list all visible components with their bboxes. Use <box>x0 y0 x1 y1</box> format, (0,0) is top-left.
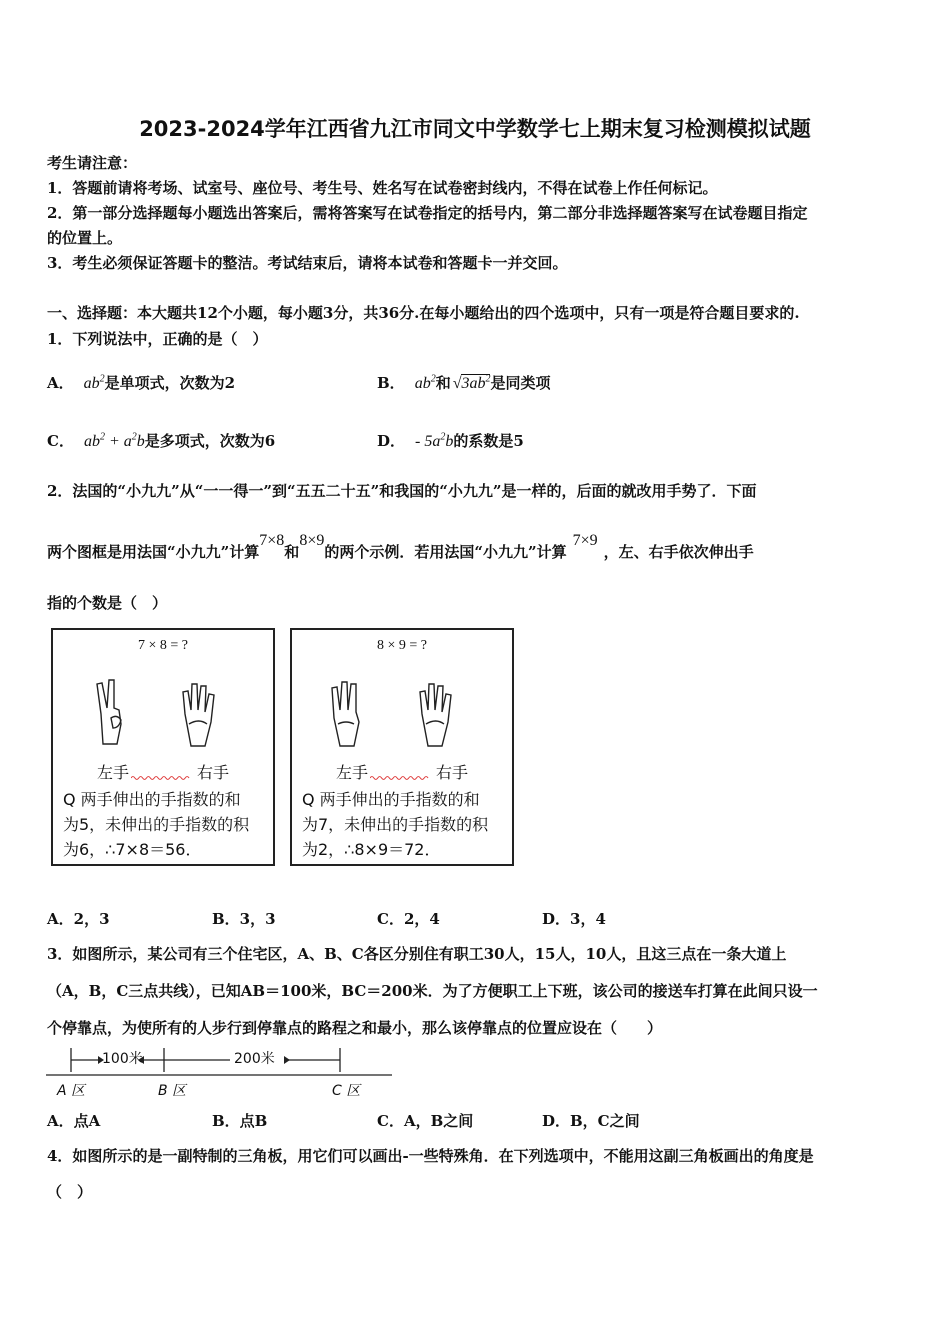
q3-label-c: C 区 <box>332 1083 361 1099</box>
q2-option-c: C．2，4 <box>377 910 440 928</box>
fig1-right-label: 右手 <box>197 763 230 782</box>
fig2-text-2: 为7，未伸出的手指数的积 <box>302 815 489 834</box>
q3-option-c: C．A，B之间 <box>377 1112 474 1130</box>
q3-label-b: B 区 <box>158 1083 187 1099</box>
fig1-text-3: 为6，∴7×8＝56． <box>63 840 202 859</box>
fig1-text-2: 为5，未伸出的手指数的积 <box>63 815 250 834</box>
q3-figure <box>44 1044 394 1100</box>
q4-line2: （ ） <box>47 1183 93 1201</box>
q2-option-b: B．3，3 <box>212 910 276 928</box>
section-heading: 一、选择题：本大题共12个小题，每小题3分，共36分.在每小题给出的四个选项中，只有一项是符合题目要求的. <box>47 304 800 322</box>
q2-option-a: A．2，3 <box>47 910 110 928</box>
q2-line3: 指的个数是（ ） <box>47 594 168 612</box>
fig2-text-1: Q 两手伸出的手指数的和 <box>302 790 480 809</box>
q3-option-a: A．点A <box>47 1112 101 1130</box>
distance-line-icon <box>44 1044 394 1080</box>
fig1-left-label: 左手 <box>97 763 130 782</box>
q2-figure-2 <box>290 628 514 866</box>
q1-option-d: D． - $5a^2b$的系数是5 <box>377 431 524 450</box>
q3-option-d: D．B，C之间 <box>542 1112 640 1130</box>
q3-label-a: A 区 <box>57 1083 86 1099</box>
notice-item-1: 1．答题前请将考场、试室号、座位号、考生号、姓名写在试卷密封线内，不得在试卷上作任何标记。 <box>47 179 718 197</box>
hands-icon <box>328 674 478 754</box>
q3-dist-ab: 100米 <box>102 1051 143 1067</box>
q1-option-b: B． $ab^2$和 $√3ab^2$是同类项 <box>377 373 551 392</box>
q3-line2: （A，B，C三点共线），已知AB＝100米，BC＝200米．为了方便职工上下班，该公司的接送车打算在此间只设一 <box>47 982 818 1000</box>
q2-line1: 2．法国的“小九九”从“一一得一”到“五五二十五”和我国的“小九九”是一样的，后面的就改用手势了．下面 <box>47 482 757 500</box>
q1-stem: 1．下列说法中，正确的是（ ） <box>47 330 268 348</box>
q2-figure-1 <box>51 628 275 866</box>
page-title: 2023-2024学年江西省九江市同文中学数学七上期末复习检测模拟试题 <box>139 117 811 141</box>
fig1-equation: 7 × 8 = ? <box>137 638 188 653</box>
notice-heading: 考生请注意： <box>47 154 138 172</box>
squiggle-icon <box>370 775 430 781</box>
q3-line3: 个停靠点，为使所有的人步行到停靠点的路程之和最小，那么该停靠点的位置应设在（ ） <box>47 1019 663 1037</box>
q2-line2: 两个图框是用法国“小九九”计算7×8和8×9的两个示例．若用法国“小九九”计算7×9，左、右手依次伸出手 <box>47 532 754 561</box>
q3-line1: 3．如图所示，某公司有三个住宅区，A、B、C各区分别住有职工30人，15人，10人，且这三点在一条大道上 <box>47 945 787 963</box>
notice-item-2-cont: 的位置上。 <box>47 229 123 247</box>
q3-option-b: B．点B <box>212 1112 268 1130</box>
fig2-left-label: 左手 <box>336 763 369 782</box>
q4-line1: 4．如图所示的是一副特制的三角板，用它们可以画出-一些特殊角．在下列选项中，不能用这副三角板画出的角度是 <box>47 1147 814 1165</box>
q1-option-a: A． $ab^2$是单项式，次数为2 <box>47 373 236 392</box>
fig2-right-label: 右手 <box>436 763 469 782</box>
squiggle-icon <box>131 775 191 781</box>
fig1-text-1: Q 两手伸出的手指数的和 <box>63 790 241 809</box>
q1-option-c: C． $ab^2 + a^2b$是多项式，次数为6 <box>47 431 276 450</box>
fig2-equation: 8 × 9 = ? <box>376 638 427 653</box>
notice-item-2: 2．第一部分选择题每小题选出答案后，需将答案写在试卷指定的括号内，第二部分非选择题答案写在试卷题目指定 <box>47 204 808 222</box>
hands-icon <box>91 674 241 754</box>
notice-item-3: 3．考生必须保证答题卡的整洁。考试结束后，请将本试卷和答题卡一并交回。 <box>47 254 568 272</box>
q3-dist-bc: 200米 <box>234 1051 275 1067</box>
fig2-text-3: 为2，∴8×9＝72． <box>302 840 441 859</box>
q2-option-d: D．3，4 <box>542 910 606 928</box>
